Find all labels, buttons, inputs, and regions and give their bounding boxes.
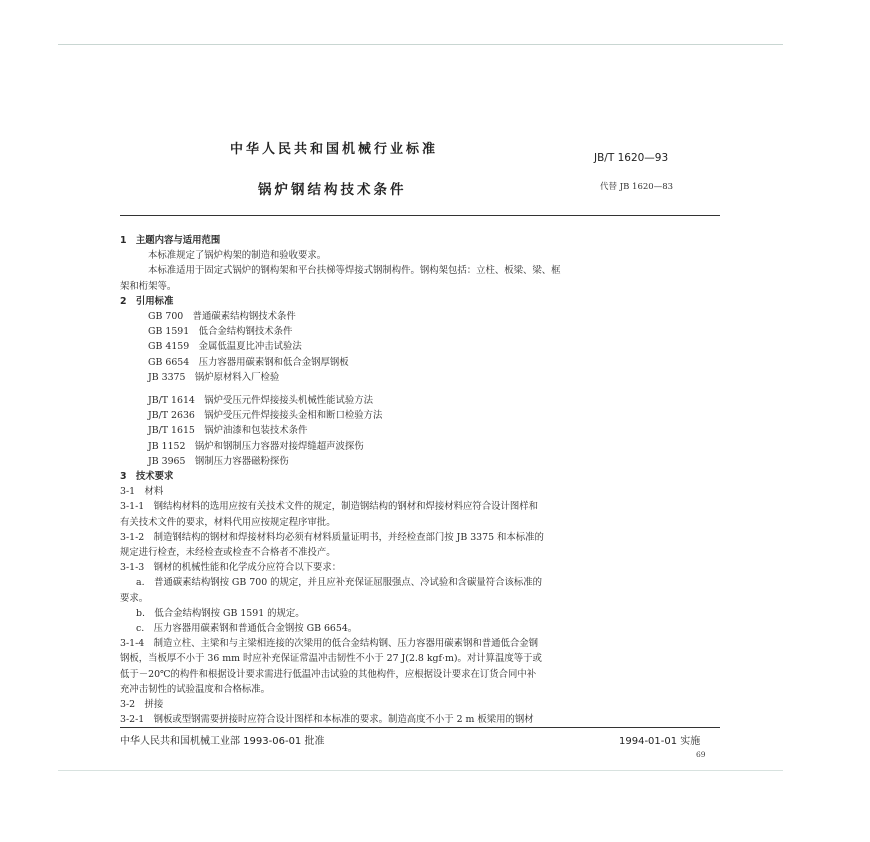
standard-code: JB/T 1620—93 (594, 152, 669, 164)
text-line: 3-1-2 制造钢结构的钢材和焊接材料均必须有材料质量证明书，并经检查部门按 JB 3375 和本标准的 (120, 531, 544, 543)
text-line: JB/T 1615 锅炉油漆和包装技术条件 (148, 425, 308, 437)
section-heading: 2 引用标准 (120, 295, 174, 307)
text-line: a. 普通碳素结构钢按 GB 700 的规定，并且应补充保证屈服强点、冷试验和含碳量符合该标准的 (136, 577, 543, 589)
text-line: 本标准适用于固定式锅炉的钢构架和平台扶梯等焊接式钢制构件。钢构架包括：立柱、板梁、梁、框 (148, 265, 561, 277)
section-heading: 1 主题内容与适用范围 (120, 235, 221, 246)
replaces-standard: 代替 JB 1620—83 (600, 182, 674, 192)
footer-rule (120, 727, 720, 728)
text-line: JB 1152 锅炉和钢制压力容器对接焊缝超声波探伤 (148, 440, 364, 452)
bottom-divider (58, 770, 783, 771)
text-line: 钢板，当板厚不小于 36 mm 时应补充保证常温冲击韧性不小于 27 J(2.8 kgf·m)。对计算温度等于或 (120, 653, 542, 665)
spacer (120, 385, 720, 393)
text-line: 低于－20℃的构件和根据设计要求需进行低温冲击试验的其他构件，应根据设计要求在订货合同中补 (120, 668, 537, 680)
text-line: JB/T 1614 锅炉受压元件焊接接头机械性能试验方法 (148, 395, 374, 407)
header-rule (120, 215, 720, 216)
text-line: 3-1-3 钢材的机械性能和化学成分应符合以下要求： (120, 562, 342, 574)
text-line: GB 4159 金属低温夏比冲击试验法 (148, 341, 302, 353)
document-body (120, 233, 720, 728)
text-line: JB 3965 钢制压力容器磁粉探伤 (148, 455, 289, 467)
text-line: 3-2 拼接 (120, 699, 164, 711)
text-line: JB/T 2636 锅炉受压元件焊接接头金相和断口检验方法 (148, 410, 383, 422)
text-line: 本标准规定了锅炉构架的制造和验收要求。 (148, 250, 327, 262)
document-title: 锅炉钢结构技术条件 (258, 182, 407, 198)
text-line: GB 1591 低合金结构钢技术条件 (148, 326, 293, 338)
text-line: GB 6654 压力容器用碳素钢和低合金钢厚钢板 (148, 356, 349, 368)
effective-date: 1994-01-01 实施 (619, 736, 701, 747)
section-heading: 3 技术要求 (120, 471, 174, 483)
text-line: 3-2-1 钢板或型钢需要拼接时应符合设计图样和本标准的要求。制造高度不小于 2 m 板梁用的钢材 (120, 714, 534, 726)
text-line: 3-1-4 制造立柱、主梁和与主梁相连接的次梁用的低合金结构钢、压力容器用碳素钢和普通低合金钢 (120, 638, 538, 650)
page-number: 69 (696, 750, 706, 759)
text-line: 3-1-1 钢结构材料的选用应按有关技术文件的规定，制造钢结构的钢材和焊接材料应符合设计图样和 (120, 501, 538, 513)
text-line: JB 3375 锅炉原材料入厂检验 (148, 371, 280, 383)
text-line: 3-1 材料 (120, 486, 164, 498)
text-line: c. 压力容器用碳素钢和普通低合金钢按 GB 6654。 (136, 623, 358, 635)
text-line: 有关技术文件的要求，材料代用应按规定程序审批。 (120, 516, 336, 528)
approval-date: 中华人民共和国机械工业部 1993-06-01 批准 (120, 736, 325, 747)
text-line: b. 低合金结构钢按 GB 1591 的规定。 (136, 607, 305, 619)
text-line: 充冲击韧性的试验温度和合格标准。 (120, 683, 271, 695)
text-line: 规定进行检查，未经检查或检查不合格者不准投产。 (120, 547, 336, 559)
text-line: 架和桁架等。 (120, 280, 177, 292)
top-divider (58, 44, 783, 45)
text-line: GB 700 普通碳素结构钢技术条件 (148, 311, 296, 323)
text-line: 要求。 (120, 592, 149, 604)
issuing-organization: 中华人民共和国机械行业标准 (230, 142, 439, 157)
